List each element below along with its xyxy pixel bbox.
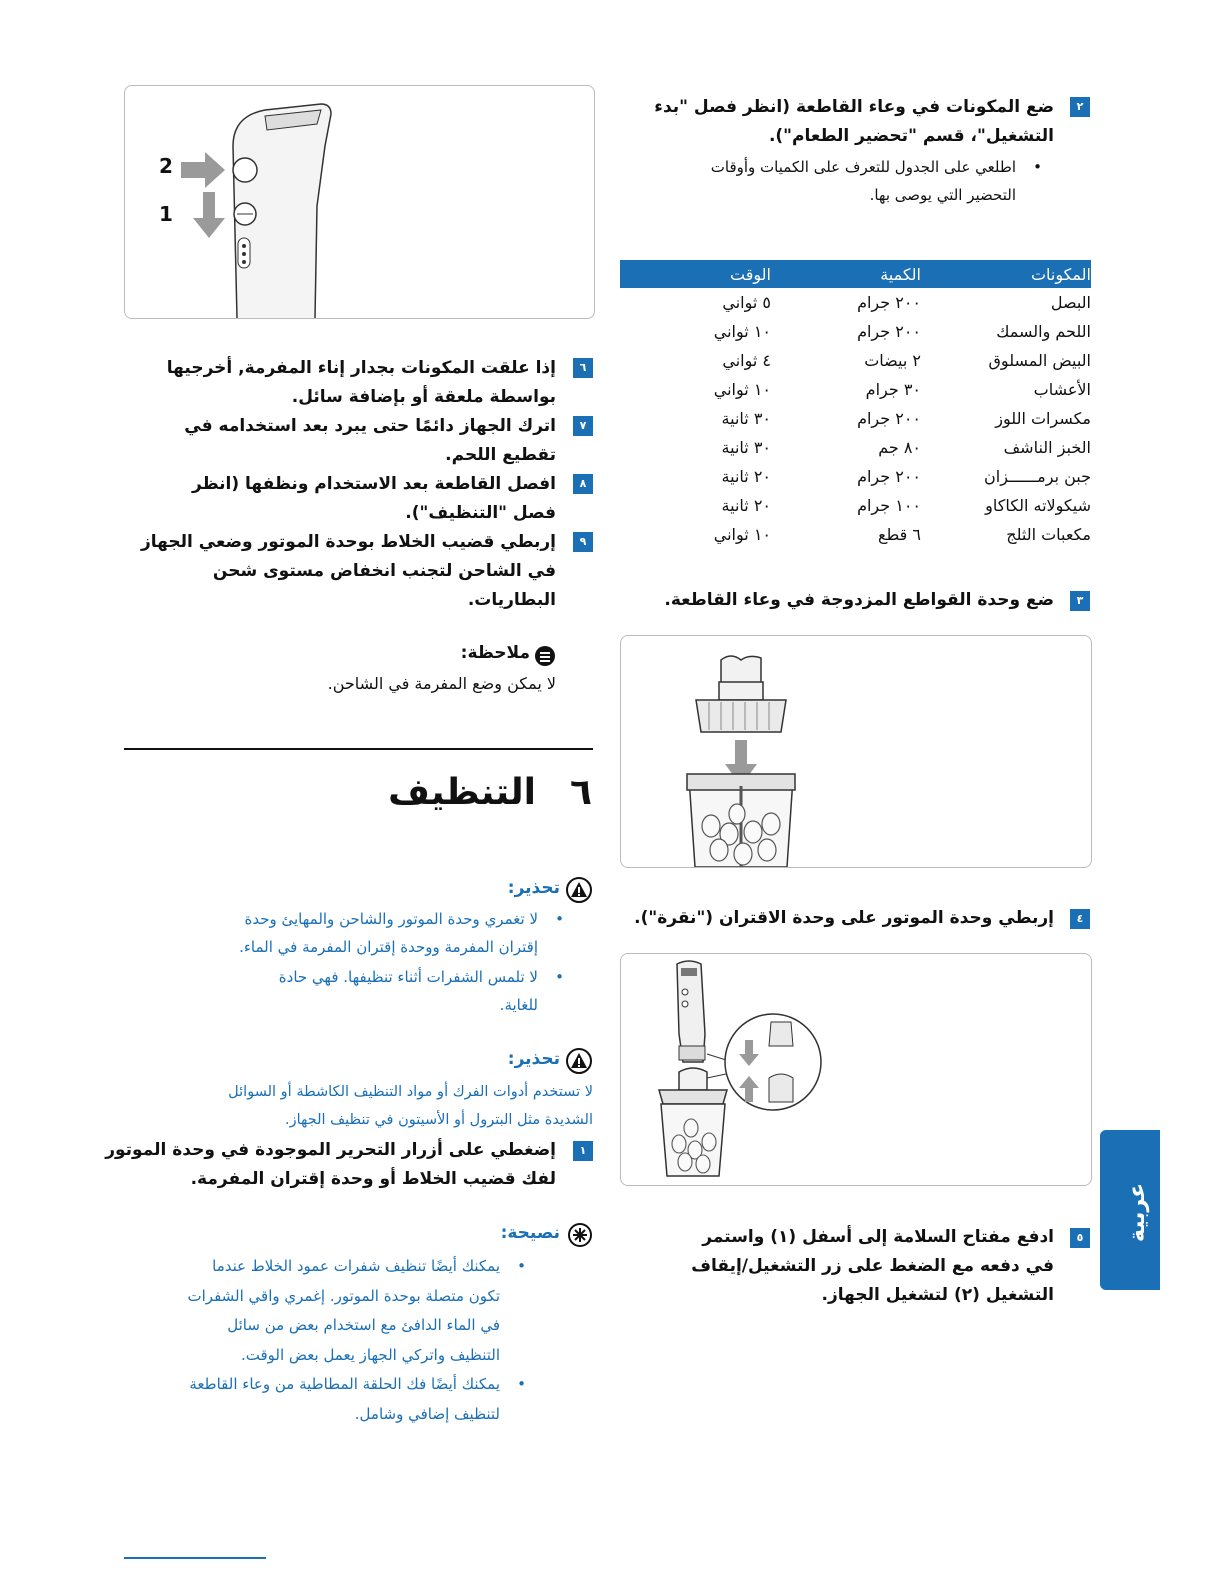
caution-1-bullet-2-line-1: لا تلمس الشفرات أثناء تنظيفها. فهي حادة [278, 968, 538, 986]
tip-bullet-2-line-2: لتنظيف إضافي وشامل. [354, 1404, 500, 1423]
step-6-line-2: بواسطة ملعقة أو بإضافة سائل. [291, 387, 556, 407]
step-8-line-1: افصل القاطعة بعد الاستخدام ونظفها (انظر [192, 474, 556, 494]
step-2-line-1: ضع المكونات في وعاء القاطعة (انظر فصل "بدء [654, 97, 1054, 117]
cell-ingredient: البيض المسلوق [988, 351, 1091, 370]
step-9-number: ٩ [573, 532, 593, 552]
tip-icon [568, 1223, 592, 1247]
cleaning-step-1-line-1: إضغطي على أزرار التحرير الموجودة في وحدة الموتور [105, 1140, 556, 1160]
table-row [620, 288, 1091, 317]
caution-1-bullet-1-line-1: لا تغمري وحدة الموتور والشاحن والمهايئ وحدة [244, 910, 538, 928]
step-2-bullet-line-1: اطلعي على الجدول للتعرف على الكميات وأوقات [710, 158, 1016, 176]
step-2-line-2: التشغيل"، قسم "تحضير الطعام"). [768, 126, 1054, 146]
note-icon [535, 646, 555, 666]
cell-ingredient: مكسرات اللوز [995, 409, 1091, 428]
tip-bullet-1-line-4: التنظيف واتركي الجهاز يعمل بعض الوقت. [240, 1345, 500, 1364]
caution-2-title: تحذير: [507, 1049, 560, 1069]
warning-icon [566, 1048, 592, 1074]
cell-time: ١٠ ثواني [713, 380, 771, 399]
cell-quantity: ٢٠٠ جرام [857, 409, 921, 428]
cleaning-step-1-number: ١ [573, 1141, 593, 1161]
caution-1-bullet-2: • لا تلمس الشفرات أثناء تنظيفها. فهي حادة للغاية. [279, 963, 538, 1019]
step-2-text [654, 93, 1054, 151]
header-quantity: الكمية [771, 260, 921, 288]
step-4-number: ٤ [1070, 909, 1090, 929]
cell-quantity: ٦ قطع [878, 525, 921, 544]
step-7-number: ٧ [573, 416, 593, 436]
tip-bullet-2-line-1: يمكنك أيضًا فك الحلقة المطاطية من وعاء القاطعة [189, 1375, 500, 1393]
language-side-tab [1100, 1130, 1160, 1290]
cell-quantity: ١٠٠ جرام [857, 496, 921, 515]
ingredients-table [620, 260, 1091, 549]
cell-quantity: ٨٠ جم [878, 438, 921, 457]
table-row [620, 491, 1091, 520]
caution-2-text [228, 1078, 593, 1134]
cell-ingredient: البصل [1050, 293, 1091, 312]
step-6-text [167, 354, 556, 412]
cell-time: ٢٠ ثانية [721, 467, 771, 486]
tip-bullet-1-line-1: يمكنك أيضًا تنظيف شفرات عمود الخلاط عندما [212, 1257, 500, 1275]
step-8-line-2: فصل "التنظيف"). [405, 503, 556, 523]
step-4-text: إربطي وحدة الموتور على وحدة الاقتران ("نقرة"). [634, 908, 1054, 928]
step-6-line-1: إذا علقت المكونات بجدار إناء المفرمة, أخرجيها [166, 358, 556, 378]
cell-ingredient: مكعبات الثلج [1006, 525, 1091, 544]
section-number: ٦ [570, 772, 592, 813]
step-9-line-3: البطاريات. [467, 590, 556, 610]
cell-time: ٣٠ ثانية [721, 409, 771, 428]
language-tab-label: عربية [1125, 1182, 1151, 1243]
note-text: لا يمكن وضع المفرمة في الشاحن. [327, 674, 556, 693]
step-5-line-2: في دفعه مع الضغط على زر التشغيل/إيقاف [691, 1256, 1054, 1276]
caution-1-title: تحذير: [507, 878, 560, 898]
cell-time: ٤ ثواني [722, 351, 771, 370]
step-7-text [184, 412, 556, 470]
caution-1-bullet-1-line-2: إقتران المفرمة ووحدة إقتران المفرمة في الماء. [239, 938, 538, 956]
motor-coupling-illustration [621, 954, 1091, 1185]
caution-2-line-1: لا تستخدم أدوات الفرك أو مواد التنظيف الكاشطة أو السوائل [228, 1084, 593, 1100]
tip-bullet-1: • يمكنك أيضًا تنظيف شفرات عمود الخلاط عندما تكون متصلة بوحدة الموتور. إغمري واقي الشفرات في الماء الدافئ مع استخدام بعض من سائل التنظيف واتركي الجهاز يعمل بعض الوقت. [188, 1252, 501, 1370]
cell-time: ١٠ ثواني [713, 525, 771, 544]
note-title: ملاحظة: [460, 643, 530, 663]
step-6-number: ٦ [573, 358, 593, 378]
cell-quantity: ٢٠٠ جرام [857, 467, 921, 486]
step-9-line-1: إربطي قضيب الخلاط بوحدة الموتور وضعي الجهاز [141, 532, 556, 552]
step-9-text [141, 528, 556, 615]
cell-ingredient: شيكولاته الكاكاو [985, 496, 1091, 515]
chopper-assembly-figure [620, 635, 1092, 868]
cell-ingredient: جبن برمــــــزان [984, 467, 1091, 486]
motor-unit-illustration [125, 86, 594, 318]
cell-time: ٣٠ ثانية [721, 438, 771, 457]
step-9-line-2: في الشاحن لتجنب انخفاض مستوى شحن [212, 561, 556, 581]
step-5-number: ٥ [1070, 1228, 1090, 1248]
table-row [620, 462, 1091, 491]
cell-quantity: ٢ بيضات [864, 351, 921, 370]
cell-quantity: ٢٠٠ جرام [857, 293, 921, 312]
section-divider [124, 748, 593, 750]
figure-label-1: 1 [159, 202, 173, 226]
caution-2-line-2: الشديدة مثل البترول أو الأسيتون في تنظيف الجهاز. [285, 1112, 593, 1128]
cell-time: ١٠ ثواني [713, 322, 771, 341]
cell-ingredient: الأعشاب [1033, 380, 1091, 399]
step-3-number: ٣ [1070, 591, 1090, 611]
table-row [620, 404, 1091, 433]
header-time: الوقت [620, 260, 771, 288]
cell-time: ٢٠ ثانية [721, 496, 771, 515]
table-row [620, 433, 1091, 462]
table-header-row [620, 260, 1091, 288]
cell-ingredient: اللحم والسمك [996, 322, 1091, 341]
figure-label-2: 2 [159, 154, 173, 178]
step-2-number: ٢ [1070, 97, 1090, 117]
table-row [620, 346, 1091, 375]
step-2-bullet-line-2: التحضير التي يوصى بها. [869, 186, 1016, 204]
step-5-line-1: ادفع مفتاح السلامة إلى أسفل (١) واستمر [702, 1227, 1054, 1247]
motor-coupling-figure [620, 953, 1092, 1186]
cell-ingredient: الخبز الناشف [1003, 438, 1091, 457]
cell-time: ٥ ثواني [722, 293, 771, 312]
tip-bullet-1-line-2: تكون متصلة بوحدة الموتور. إغمري واقي الشفرات [187, 1286, 500, 1305]
step-7-line-1: اترك الجهاز دائمًا حتى يبرد بعد استخدامه في [184, 416, 556, 436]
step-5-line-3: التشغيل (٢) لتشغيل الجهاز. [821, 1285, 1054, 1305]
step-8-number: ٨ [573, 474, 593, 494]
caution-1-bullet-1: • لا تغمري وحدة الموتور والشاحن والمهايئ وحدة إقتران المفرمة ووحدة إقتران المفرمة في الماء. [239, 905, 538, 961]
table-row [620, 375, 1091, 404]
step-7-line-2: تقطيع اللحم. [445, 445, 556, 465]
cleaning-step-1-line-2: لفك قضيب الخلاط أو وحدة إقتران المفرمة. [190, 1169, 556, 1189]
tip-bullet-1-line-3: في الماء الدافئ مع استخدام بعض من سائل [227, 1316, 500, 1334]
table-row [620, 317, 1091, 346]
section-title: التنظيف [388, 772, 536, 813]
cell-quantity: ٢٠٠ جرام [857, 322, 921, 341]
step-8-text [192, 470, 556, 528]
caution-1-bullet-2-line-2: للغاية. [499, 996, 538, 1014]
tip-bullet-2: • يمكنك أيضًا فك الحلقة المطاطية من وعاء القاطعة لتنظيف إضافي وشامل. [189, 1370, 500, 1429]
footer-rule [124, 1557, 266, 1559]
warning-icon [566, 877, 592, 903]
step-5-text [691, 1223, 1054, 1310]
cell-quantity: ٣٠ جرام [865, 380, 921, 399]
release-buttons-figure [124, 85, 595, 319]
tip-title: نصيحة: [500, 1223, 560, 1243]
chopper-illustration [621, 636, 1091, 867]
step-2-bullet: • اطلعي على الجدول للتعرف على الكميات وأوقات التحضير التي يوصى بها. [711, 153, 1016, 209]
header-ingredients: المكونات [921, 260, 1091, 288]
step-3-text: ضع وحدة القواطع المزدوجة في وعاء القاطعة. [664, 590, 1054, 610]
table-row [620, 520, 1091, 549]
cleaning-step-1-text [105, 1136, 556, 1194]
